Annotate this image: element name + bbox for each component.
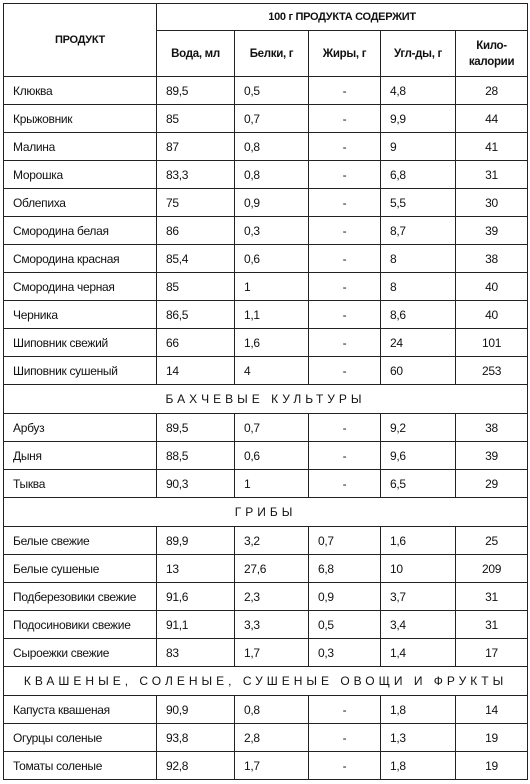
protein-cell: 0,8: [235, 133, 309, 161]
product-name-cell: Смородина красная: [4, 245, 157, 273]
kcal-cell: 44: [456, 105, 528, 133]
table-row: [4, 77, 528, 105]
water-cell: 91,1: [157, 611, 235, 639]
carbs-cell: 6,5: [381, 470, 456, 498]
carbs-cell: 1,3: [381, 724, 456, 752]
water-cell: 14: [157, 357, 235, 385]
fat-cell: -: [309, 329, 381, 357]
water-cell: 83,3: [157, 161, 235, 189]
protein-cell: 1: [235, 273, 309, 301]
fat-cell: 0,7: [309, 527, 381, 555]
kcal-cell: 209: [456, 555, 528, 583]
water-cell: 85,4: [157, 245, 235, 273]
section-title: БАХЧЕВЫЕ КУЛЬТУРЫ: [4, 385, 528, 414]
product-column-header: ПРОДУКТ: [4, 4, 157, 77]
carbs-cell: 8,6: [381, 301, 456, 329]
carbs-cell: 9,6: [381, 442, 456, 470]
carbs-cell: 5,5: [381, 189, 456, 217]
kcal-cell: 38: [456, 414, 528, 442]
carbs-cell: 6,8: [381, 161, 456, 189]
protein-cell: 3,2: [235, 527, 309, 555]
product-name-cell: Тыква: [4, 470, 157, 498]
fat-cell: -: [309, 696, 381, 724]
carbs-cell: 1,8: [381, 696, 456, 724]
water-cell: 86: [157, 217, 235, 245]
product-name-cell: Дыня: [4, 442, 157, 470]
kcal-cell: 40: [456, 301, 528, 329]
table-row: [4, 583, 528, 611]
fat-cell: -: [309, 245, 381, 273]
fat-cell: -: [309, 414, 381, 442]
carbs-cell: 24: [381, 329, 456, 357]
water-cell: 66: [157, 329, 235, 357]
carbs-cell: 4,8: [381, 77, 456, 105]
protein-cell: 0,7: [235, 414, 309, 442]
kcal-cell: 40: [456, 273, 528, 301]
product-name-cell: Облепиха: [4, 189, 157, 217]
water-cell: 93,8: [157, 724, 235, 752]
protein-cell: 0,3: [235, 217, 309, 245]
carbs-cell: 1,4: [381, 639, 456, 667]
content-group-header: 100 г ПРОДУКТА СОДЕРЖИТ: [157, 4, 528, 31]
table-body: [4, 77, 528, 780]
table-row: [4, 273, 528, 301]
table-row: [4, 357, 528, 385]
fat-cell: -: [309, 301, 381, 329]
water-cell: 88,5: [157, 442, 235, 470]
table-row: [4, 752, 528, 780]
water-cell: 87: [157, 133, 235, 161]
protein-cell: 4: [235, 357, 309, 385]
table-row: [4, 414, 528, 442]
product-name-cell: Огурцы соленые: [4, 724, 157, 752]
protein-cell: 0,9: [235, 189, 309, 217]
fat-cell: 0,3: [309, 639, 381, 667]
table-row: [4, 696, 528, 724]
kcal-cell: 25: [456, 527, 528, 555]
kcal-cell: 41: [456, 133, 528, 161]
protein-cell: 1,6: [235, 329, 309, 357]
protein-cell: 0,6: [235, 442, 309, 470]
water-cell: 83: [157, 639, 235, 667]
kcal-cell: 253: [456, 357, 528, 385]
product-name-cell: Шиповник сушеный: [4, 357, 157, 385]
kcal-cell: 19: [456, 752, 528, 780]
water-cell: 91,6: [157, 583, 235, 611]
kcal-cell: 38: [456, 245, 528, 273]
product-name-cell: Капуста квашеная: [4, 696, 157, 724]
fat-cell: -: [309, 357, 381, 385]
carbs-cell: 60: [381, 357, 456, 385]
table-row: [4, 527, 528, 555]
protein-cell: 0,5: [235, 77, 309, 105]
carbs-cell: 1,8: [381, 752, 456, 780]
water-cell: 75: [157, 189, 235, 217]
kcal-column-header: Кило-калории: [456, 31, 528, 77]
kcal-cell: 39: [456, 217, 528, 245]
fat-cell: -: [309, 442, 381, 470]
section-header-row: [4, 667, 528, 696]
kcal-cell: 101: [456, 329, 528, 357]
water-cell: 85: [157, 273, 235, 301]
kcal-cell: 31: [456, 161, 528, 189]
kcal-cell: 17: [456, 639, 528, 667]
table-row: [4, 442, 528, 470]
protein-cell: 2,3: [235, 583, 309, 611]
protein-cell: 0,8: [235, 161, 309, 189]
carbs-cell: 8: [381, 273, 456, 301]
product-name-cell: Подберезовики свежие: [4, 583, 157, 611]
carbs-column-header: Угл-ды, г: [381, 31, 456, 77]
product-name-cell: Крыжовник: [4, 105, 157, 133]
protein-cell: 27,6: [235, 555, 309, 583]
carbs-cell: 3,4: [381, 611, 456, 639]
product-name-cell: Черника: [4, 301, 157, 329]
kcal-cell: 14: [456, 696, 528, 724]
table-row: [4, 639, 528, 667]
product-name-cell: Клюква: [4, 77, 157, 105]
fat-cell: -: [309, 470, 381, 498]
fat-cell: -: [309, 189, 381, 217]
carbs-cell: 9: [381, 133, 456, 161]
carbs-cell: 8: [381, 245, 456, 273]
product-name-cell: Морошка: [4, 161, 157, 189]
protein-cell: 1: [235, 470, 309, 498]
kcal-cell: 31: [456, 611, 528, 639]
water-cell: 90,9: [157, 696, 235, 724]
water-cell: 85: [157, 105, 235, 133]
water-cell: 86,5: [157, 301, 235, 329]
carbs-cell: 1,6: [381, 527, 456, 555]
table-row: [4, 470, 528, 498]
product-name-cell: Смородина черная: [4, 273, 157, 301]
fat-cell: 6,8: [309, 555, 381, 583]
water-cell: 89,9: [157, 527, 235, 555]
section-header-row: [4, 385, 528, 414]
fat-column-header: Жиры, г: [309, 31, 381, 77]
product-name-cell: Арбуз: [4, 414, 157, 442]
protein-cell: 3,3: [235, 611, 309, 639]
kcal-cell: 19: [456, 724, 528, 752]
table-row: [4, 133, 528, 161]
table-row: [4, 555, 528, 583]
protein-cell: 0,7: [235, 105, 309, 133]
fat-cell: 0,9: [309, 583, 381, 611]
protein-cell: 1,7: [235, 639, 309, 667]
protein-cell: 1,7: [235, 752, 309, 780]
water-cell: 89,5: [157, 414, 235, 442]
product-name-cell: Малина: [4, 133, 157, 161]
table-row: [4, 611, 528, 639]
protein-cell: 0,8: [235, 696, 309, 724]
table-header: [4, 4, 528, 77]
protein-cell: 0,6: [235, 245, 309, 273]
fat-cell: -: [309, 77, 381, 105]
section-title: ГРИБЫ: [4, 498, 528, 527]
table-row: [4, 301, 528, 329]
protein-cell: 1,1: [235, 301, 309, 329]
water-cell: 89,5: [157, 77, 235, 105]
table-row: [4, 105, 528, 133]
carbs-cell: 3,7: [381, 583, 456, 611]
water-cell: 13: [157, 555, 235, 583]
fat-cell: -: [309, 133, 381, 161]
fat-cell: -: [309, 273, 381, 301]
table-row: [4, 245, 528, 273]
table-row: [4, 329, 528, 357]
section-header-row: [4, 498, 528, 527]
water-column-header: Вода, мл: [157, 31, 235, 77]
kcal-cell: 30: [456, 189, 528, 217]
protein-cell: 2,8: [235, 724, 309, 752]
carbs-cell: 9,9: [381, 105, 456, 133]
product-name-cell: Белые сушеные: [4, 555, 157, 583]
table-row: [4, 724, 528, 752]
product-name-cell: Томаты соленые: [4, 752, 157, 780]
kcal-cell: 31: [456, 583, 528, 611]
fat-cell: -: [309, 161, 381, 189]
kcal-cell: 39: [456, 442, 528, 470]
product-name-cell: Подосиновики свежие: [4, 611, 157, 639]
kcal-cell: 29: [456, 470, 528, 498]
carbs-cell: 10: [381, 555, 456, 583]
fat-cell: -: [309, 105, 381, 133]
kcal-cell: 28: [456, 77, 528, 105]
protein-column-header: Белки, г: [235, 31, 309, 77]
fat-cell: -: [309, 724, 381, 752]
product-name-cell: Шиповник свежий: [4, 329, 157, 357]
table-row: [4, 189, 528, 217]
fat-cell: 0,5: [309, 611, 381, 639]
section-title: КВАШЕНЫЕ, СОЛЕНЫЕ, СУШЕНЫЕ ОВОЩИ И ФРУКТЫ: [4, 667, 528, 696]
product-name-cell: Смородина белая: [4, 217, 157, 245]
fat-cell: -: [309, 217, 381, 245]
fat-cell: -: [309, 752, 381, 780]
product-name-cell: Белые свежие: [4, 527, 157, 555]
carbs-cell: 8,7: [381, 217, 456, 245]
water-cell: 92,8: [157, 752, 235, 780]
water-cell: 90,3: [157, 470, 235, 498]
table-row: [4, 161, 528, 189]
carbs-cell: 9,2: [381, 414, 456, 442]
product-name-cell: Сыроежки свежие: [4, 639, 157, 667]
nutrition-table: [3, 3, 528, 780]
table-row: [4, 217, 528, 245]
